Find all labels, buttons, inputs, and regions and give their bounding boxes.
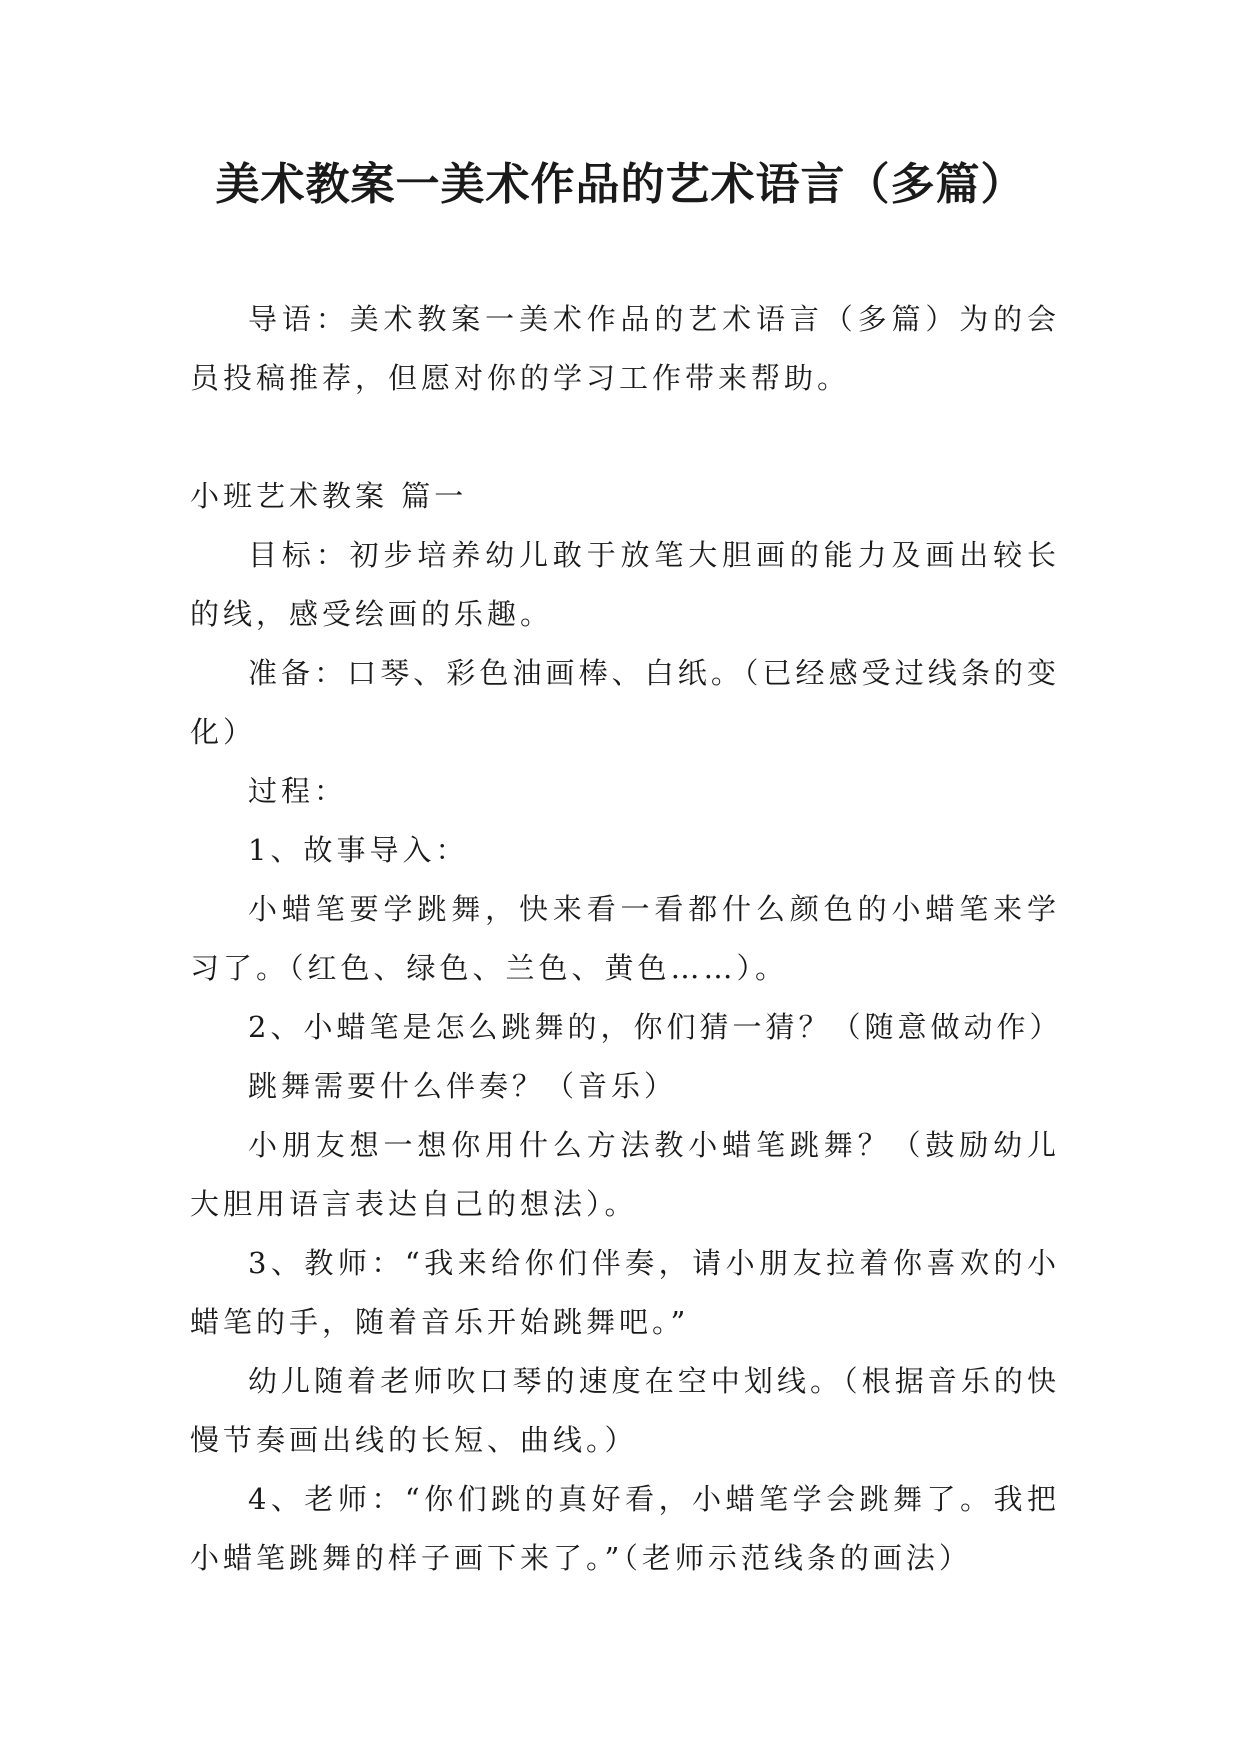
section-heading: 小班艺术教案 篇一	[190, 479, 468, 513]
document-body	[190, 290, 1063, 1588]
intro-paragraph: 导语：美术教案一美术作品的艺术语言（多篇）为的会员投稿推荐，但愿对你的学习工作带来帮助。	[190, 302, 1060, 395]
paragraph-goal: 目标：初步培养幼儿敢于放笔大胆画的能力及画出较长的线，感受绘画的乐趣。	[190, 538, 1060, 631]
paragraph-step-3: 3、教师：“我来给你们伴奏，请小朋友拉着你喜欢的小蜡笔的手，随着音乐开始跳舞吧。”	[190, 1246, 1060, 1339]
paragraph-step-4: 4、老师：“你们跳的真好看，小蜡笔学会跳舞了。我把小蜡笔跳舞的样子画下来了。”（老师示范线条的画法）	[190, 1482, 1060, 1575]
paragraph-air-drawing: 幼儿随着老师吹口琴的速度在空中划线。（根据音乐的快慢节奏画出线的长短、曲线。）	[190, 1364, 1060, 1457]
paragraph-story: 小蜡笔要学跳舞，快来看一看都什么颜色的小蜡笔来学习了。（红色、绿色、兰色、黄色……）。	[190, 892, 1060, 985]
paragraph-method-question: 小朋友想一想你用什么方法教小蜡笔跳舞？（鼓励幼儿大胆用语言表达自己的想法）。	[190, 1128, 1060, 1221]
paragraph-step-2: 2、小蜡笔是怎么跳舞的，你们猜一猜？（随意做动作）	[248, 1010, 1063, 1044]
document-title: 美术教案一美术作品的艺术语言（多篇）	[215, 159, 1026, 210]
paragraph-preparation: 准备：口琴、彩色油画棒、白纸。（已经感受过线条的变化）	[190, 656, 1060, 749]
paragraph-step-1: 1、故事导入：	[248, 833, 469, 867]
paragraph-process-heading: 过程：	[248, 774, 348, 808]
paragraph-music-question: 跳舞需要什么伴奏？（音乐）	[248, 1069, 678, 1103]
